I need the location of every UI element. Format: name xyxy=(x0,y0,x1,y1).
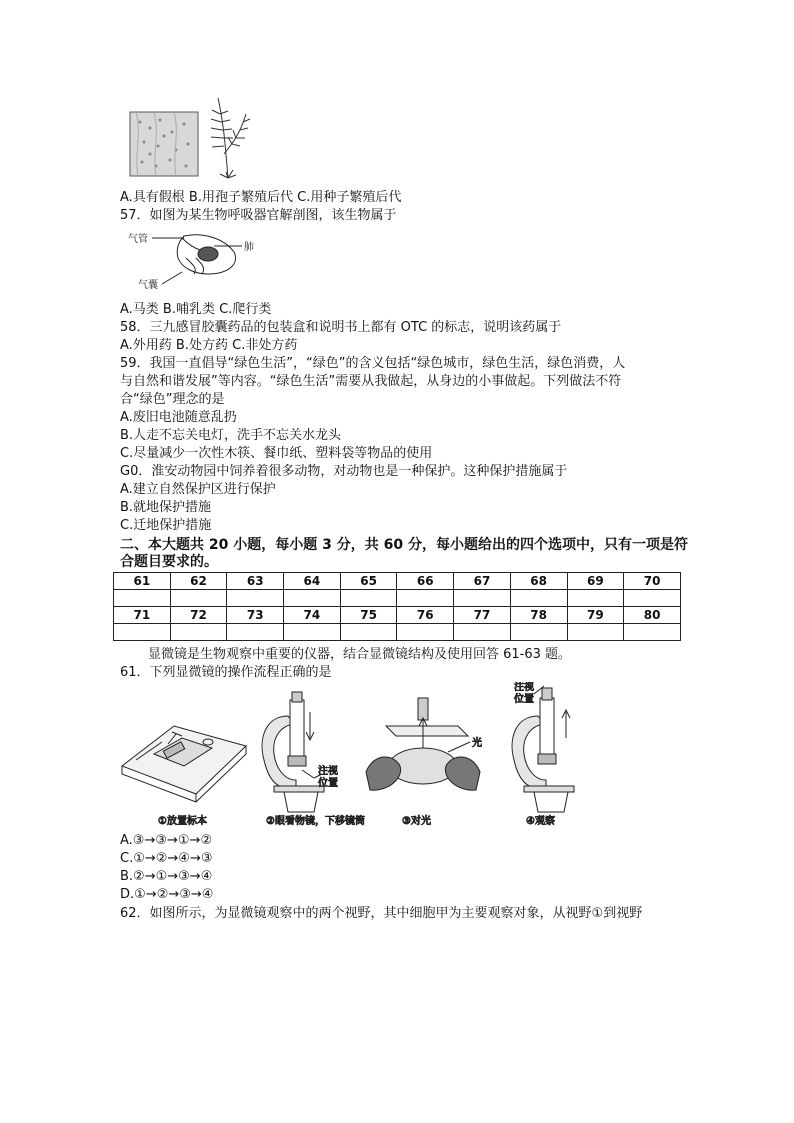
spore-frond-image xyxy=(130,112,198,176)
q61-stem: 61．下列显微镜的操作流程正确的是 xyxy=(120,665,332,680)
watch-position-label-2a: 注视 xyxy=(318,766,338,777)
table-cell: 69 xyxy=(567,573,624,590)
table-cell: 74 xyxy=(284,607,341,624)
answer-cell[interactable] xyxy=(227,590,284,607)
table-cell: 80 xyxy=(624,607,681,624)
step1-caption: ①放置标本 xyxy=(158,816,207,827)
q61-option-a: A.③→③→①→② xyxy=(120,833,213,848)
answer-cell[interactable] xyxy=(567,624,624,641)
q61-option-c: C.①→②→④→③ xyxy=(120,851,213,866)
answer-cell[interactable] xyxy=(567,590,624,607)
step2-lower-tube xyxy=(262,692,365,827)
answer-cell[interactable] xyxy=(624,624,681,641)
q56-options: A.具有假根 B.用孢子繁殖后代 C.用种子繁殖后代 xyxy=(120,190,402,205)
answer-cell[interactable] xyxy=(397,624,454,641)
table-cell: 63 xyxy=(227,573,284,590)
answer-table-row-blank-1 xyxy=(114,590,681,607)
table-cell: 73 xyxy=(227,607,284,624)
answer-table-row-numbers-1 xyxy=(114,573,681,590)
q61-option-d: D.①→②→③→④ xyxy=(120,887,214,902)
microscope-steps-figure xyxy=(118,682,598,830)
q60-option-c: C.迁地保护措施 xyxy=(120,518,212,533)
answer-cell[interactable] xyxy=(510,624,567,641)
q62-stem: 62．如图所示，为显微镜观察中的两个视野，其中细胞甲为主要观察对象，从视野①到视野 xyxy=(120,906,643,921)
lung-label: 肺 xyxy=(244,242,254,253)
q60-option-a: A.建立自然保护区进行保护 xyxy=(120,482,276,497)
answer-cell[interactable] xyxy=(340,624,397,641)
answer-cell[interactable] xyxy=(624,590,681,607)
table-cell: 78 xyxy=(510,607,567,624)
answer-table xyxy=(113,572,681,641)
fern-figure xyxy=(128,94,260,180)
light-label: 光 xyxy=(472,738,482,749)
watch-position-label-4a: 注视 xyxy=(514,682,534,693)
q59-option-c: C.尽量减少一次性木筷、餐巾纸、塑料袋等物品的使用 xyxy=(120,446,433,461)
answer-cell[interactable] xyxy=(170,590,227,607)
table-cell: 75 xyxy=(340,607,397,624)
q57-stem: 57．如图为某生物呼吸器官解剖图，该生物属于 xyxy=(120,208,397,223)
table-cell: 68 xyxy=(510,573,567,590)
trachea-label: 气管 xyxy=(128,234,148,245)
q60-option-b: B.就地保护措施 xyxy=(120,500,212,515)
answer-cell[interactable] xyxy=(114,624,171,641)
microscope-intro: 显微镜是生物观察中重要的仪器，结合显微镜结构及使用回答 61-63 题。 xyxy=(148,647,572,662)
answer-cell[interactable] xyxy=(340,590,397,607)
q59-stem-line2: 与自然和谐发展”等内容。“绿色生活”需要从我做起，从身边的小事做起。下列做法不符 xyxy=(120,374,622,389)
air-sac-label: 气囊 xyxy=(138,280,158,291)
answer-cell[interactable] xyxy=(114,590,171,607)
answer-cell[interactable] xyxy=(397,590,454,607)
step3-adjust-light xyxy=(366,698,482,827)
answer-cell[interactable] xyxy=(227,624,284,641)
table-cell: 77 xyxy=(454,607,511,624)
fern-plant-image xyxy=(211,98,250,178)
table-cell: 79 xyxy=(567,607,624,624)
table-cell: 66 xyxy=(397,573,454,590)
q61-option-b: B.②→①→③→④ xyxy=(120,869,213,884)
table-cell: 72 xyxy=(170,607,227,624)
q59-stem-line3: 合“绿色”理念的是 xyxy=(120,392,225,407)
answer-cell[interactable] xyxy=(284,590,341,607)
answer-table-row-blank-2 xyxy=(114,624,681,641)
q57-options: A.马类 B.哺乳类 C.爬行类 xyxy=(120,302,272,317)
q59-option-a: A.废旧电池随意乱扔 xyxy=(120,410,237,425)
respiratory-figure xyxy=(124,228,284,298)
table-cell: 64 xyxy=(284,573,341,590)
answer-table-row-numbers-2 xyxy=(114,607,681,624)
table-cell: 76 xyxy=(397,607,454,624)
q59-option-b: B.人走不忘关电灯，洗手不忘关水龙头 xyxy=(120,428,342,443)
answer-cell[interactable] xyxy=(510,590,567,607)
answer-cell[interactable] xyxy=(170,624,227,641)
section2-heading-line2: 合题目要求的。 xyxy=(120,554,218,570)
table-cell: 62 xyxy=(170,573,227,590)
q58-stem: 58．三九感冒胶囊药品的包装盒和说明书上都有 OTC 的标志，说明该药属于 xyxy=(120,320,562,335)
step2-caption: ②眼看物镜，下移镜筒 xyxy=(266,816,365,827)
q59-stem-line1: 59．我国一直倡导“绿色生活”，“绿色”的含义包括“绿色城市，绿色生活，绿色消费，人 xyxy=(120,356,626,371)
step4-caption: ④观察 xyxy=(526,816,555,827)
table-cell: 65 xyxy=(340,573,397,590)
table-cell: 61 xyxy=(114,573,171,590)
watch-position-label-2b: 位置 xyxy=(318,778,338,789)
bird-body-drawing xyxy=(177,235,235,274)
answer-cell[interactable] xyxy=(454,590,511,607)
step1-place-specimen xyxy=(122,726,246,827)
answer-cell[interactable] xyxy=(284,624,341,641)
answer-cell[interactable] xyxy=(454,624,511,641)
section2-heading-line1: 二、本大题共 20 小题，每小题 3 分，共 60 分，每小题给出的四个选项中，只有一项是符 xyxy=(120,537,688,553)
watch-position-label-4b: 位置 xyxy=(514,694,534,705)
step4-observe xyxy=(512,682,574,827)
q58-options: A.外用药 B.处方药 C.非处方药 xyxy=(120,338,298,353)
table-cell: 67 xyxy=(454,573,511,590)
q60-stem: G0．淮安动物园中饲养着很多动物，对动物也是一种保护。这种保护措施属于 xyxy=(120,464,568,479)
table-cell: 71 xyxy=(114,607,171,624)
table-cell: 70 xyxy=(624,573,681,590)
step3-caption: ③对光 xyxy=(402,816,431,827)
